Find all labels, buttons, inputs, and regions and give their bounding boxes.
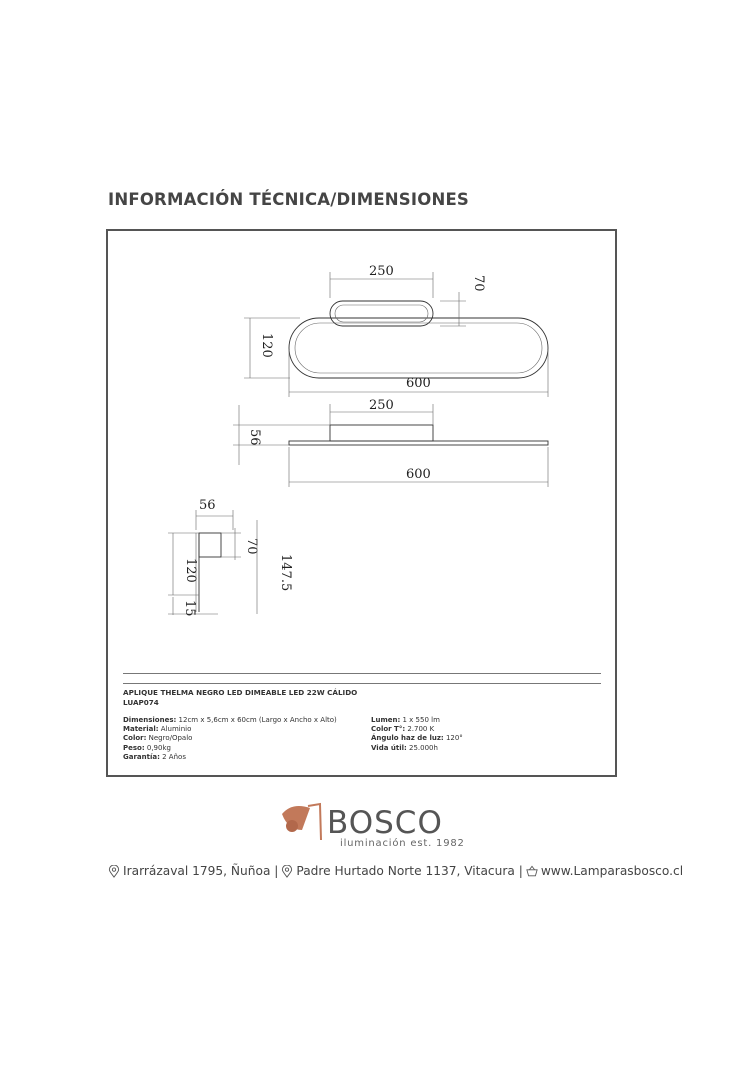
- top-view-drawing: [244, 264, 548, 397]
- dim-side-total-height: 147.5: [278, 554, 293, 592]
- address-vitacura: Padre Hurtado Norte 1137, Vitacura |: [296, 864, 523, 878]
- brand-tagline: iluminación est. 1982: [340, 838, 465, 849]
- dim-side-height-inner: 70: [244, 538, 259, 555]
- footer: [108, 864, 683, 878]
- page-title: INFORMACIÓN TÉCNICA/DIMENSIONES: [108, 190, 470, 209]
- spec-beam-angle: Ángulo haz de luz: 120°: [371, 734, 463, 743]
- specs-right: [371, 716, 463, 753]
- address-nunoa: Irarrázaval 1795, Ñuñoa |: [123, 864, 279, 878]
- spec-weight: Peso: 0,90kg: [123, 743, 171, 752]
- website-link[interactable]: www.Lamparasbosco.cl: [540, 864, 684, 878]
- dim-top-outer-height: 120: [259, 333, 274, 358]
- dim-top-inner-length: 250: [369, 264, 394, 279]
- brand-name: BOSCO: [327, 805, 443, 841]
- specs-left: [123, 716, 337, 762]
- side-view-drawing: [168, 498, 293, 617]
- location-pin-icon: [281, 865, 293, 878]
- dim-top-inner-height: 70: [471, 275, 486, 292]
- divider-line: [123, 683, 601, 684]
- spec-lifespan: Vida útil: 25.000h: [371, 743, 438, 752]
- divider-line: [123, 673, 601, 674]
- spec-material: Material: Aluminio: [123, 725, 192, 734]
- front-view-drawing: [233, 398, 548, 487]
- shopping-basket-icon: [526, 865, 538, 878]
- product-name: APLIQUE THELMA NEGRO LED DIMEABLE LED 22W CÁLIDO: [123, 688, 358, 697]
- dim-front-depth: 56: [247, 429, 262, 446]
- spec-dimensions: Dimensiones: 12cm x 5,6cm x 60cm (Largo x Ancho x Alto): [123, 716, 337, 724]
- spec-color-temp: Color T°: 2.700 K: [371, 725, 435, 734]
- dim-side-height-outer: 120: [183, 558, 198, 583]
- product-sku: LUAP074: [123, 698, 159, 707]
- location-pin-icon: [108, 865, 120, 878]
- spec-warranty: Garantía: 2 Años: [123, 752, 186, 761]
- spec-lumen: Lumen: 1 x 550 lm: [371, 716, 440, 724]
- dim-side-base: 15: [182, 600, 197, 617]
- spec-color: Color: Negro/Opalo: [123, 734, 193, 743]
- dim-top-outer-length: 600: [406, 376, 431, 391]
- dim-side-depth: 56: [199, 498, 216, 513]
- dim-front-outer-length: 600: [406, 467, 431, 482]
- lamp-logo-icon: [280, 800, 326, 844]
- dim-front-inner-length: 250: [369, 398, 394, 413]
